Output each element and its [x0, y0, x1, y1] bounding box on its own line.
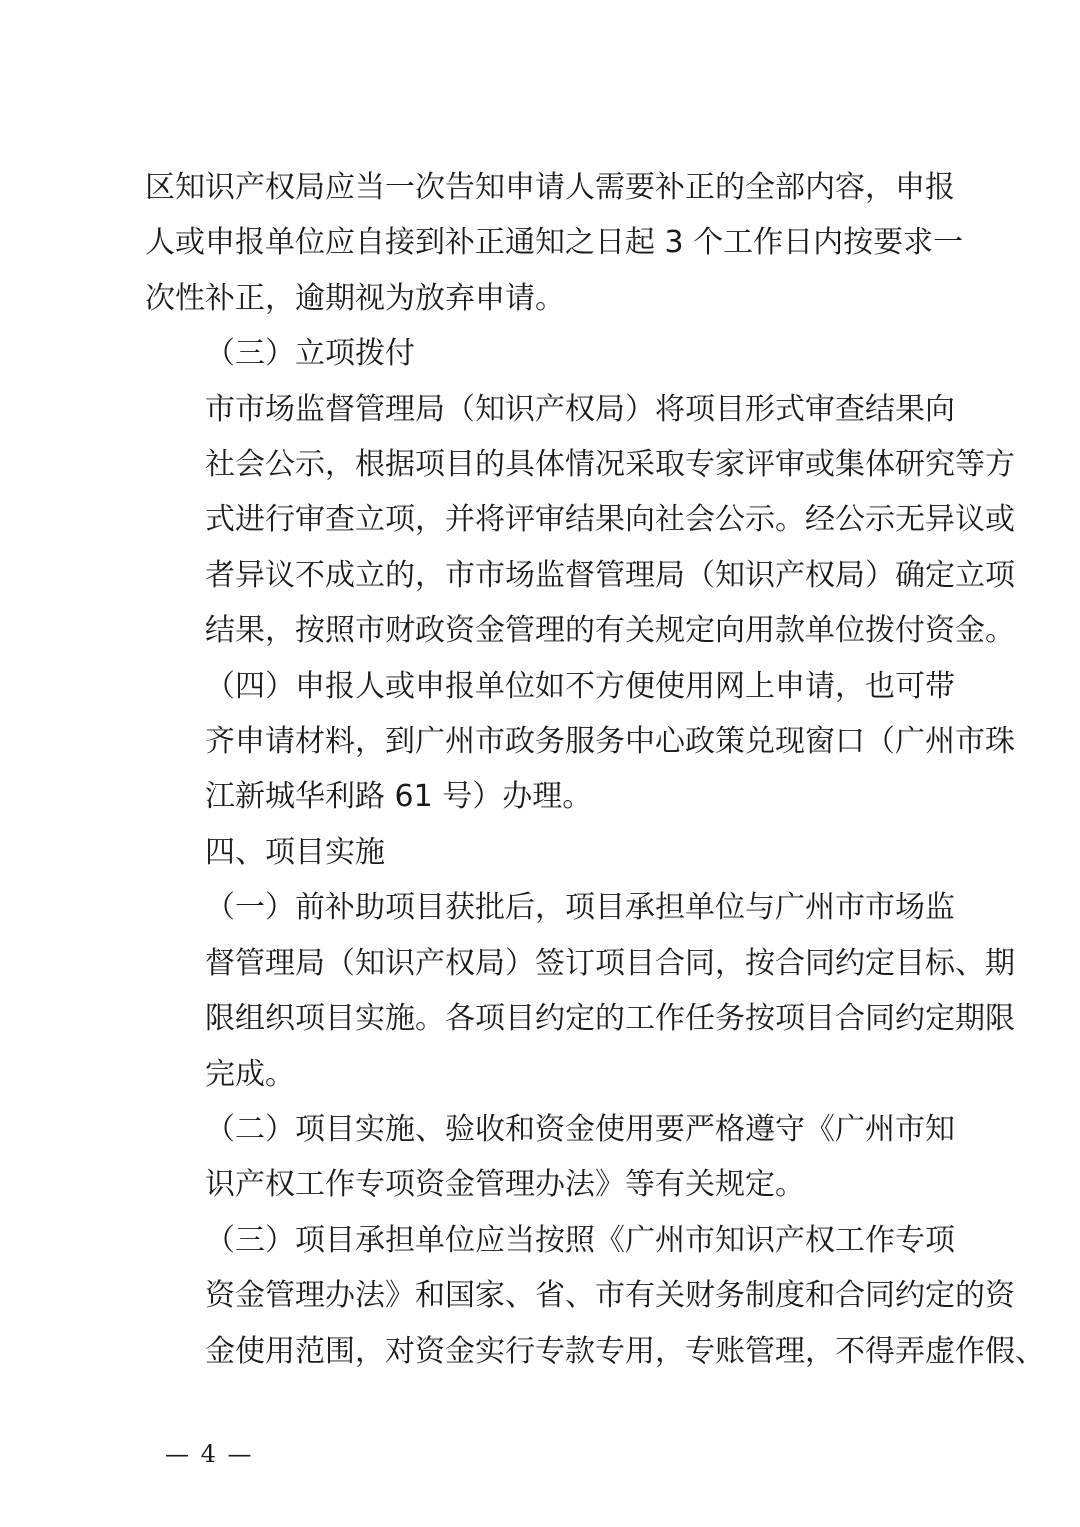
text-line: （一）前补助项目获批后，项目承担单位与广州市市场监: [205, 890, 955, 926]
text-line: （四）申报人或申报单位如不方便使用网上申请，也可带: [205, 668, 955, 704]
paragraph-p2: [145, 326, 937, 381]
text-line: 金使用范围，对资金实行专款专用，专账管理，不得弄虚作假、: [205, 1333, 1045, 1369]
text-line: 识产权工作专项资金管理办法》等有关规定。: [205, 1167, 805, 1203]
text-line: 次性补正，逾期视为放弃申请。: [145, 280, 565, 316]
text-line: 限组织项目实施。各项目约定的工作任务按项目合同约定期限: [205, 1001, 1015, 1037]
text-line: 人或申报单位应自接到补正通知之日起 3 个工作日内按要求一: [145, 225, 964, 261]
document-body: [145, 160, 1045, 1379]
text-line: 资金管理办法》和国家、省、市有关财务制度和合同约定的资: [205, 1278, 1015, 1314]
paragraph-p5: [145, 825, 937, 880]
text-line: （三）立项拨付: [205, 336, 415, 372]
text-line: 完成。: [205, 1056, 295, 1092]
text-line: 市市场监督管理局（知识产权局）将项目形式审查结果向: [205, 391, 955, 427]
text-line: 式进行审查立项，并将评审结果向社会公示。经公示无异议或: [205, 502, 1015, 538]
paragraph-p7: [145, 1102, 955, 1213]
text-line: （二）项目实施、验收和资金使用要严格遵守《广州市知: [205, 1111, 955, 1147]
paragraph-p4: [145, 659, 1015, 825]
page-number: — 4 —: [165, 1440, 254, 1468]
text-line: 督管理局（知识产权局）签订项目合同，按合同约定目标、期: [205, 945, 1015, 981]
text-line: 社会公示，根据项目的具体情况采取专家评审或集体研究等方: [205, 447, 1015, 483]
text-line: 者异议不成立的，市市场监督管理局（知识产权局）确定立项: [205, 557, 1015, 593]
paragraph-p6: [145, 880, 1015, 1102]
text-line: 结果，按照市财政资金管理的有关规定向用款单位拨付资金。: [205, 613, 1015, 649]
paragraph-p8: [145, 1213, 1045, 1379]
text-line: 江新城华利路 61 号）办理。: [205, 779, 593, 815]
paragraph-p3: [145, 382, 1015, 659]
text-line: 区知识产权局应当一次告知申请人需要补正的全部内容，申报: [145, 170, 955, 205]
text-line: 齐申请材料，到广州市政务服务中心政策兑现窗口（广州市珠: [205, 724, 1015, 760]
text-line: 四、项目实施: [205, 834, 385, 870]
text-line: （三）项目承担单位应当按照《广州市知识产权工作专项: [205, 1222, 955, 1258]
paragraph-p1: [145, 160, 964, 326]
